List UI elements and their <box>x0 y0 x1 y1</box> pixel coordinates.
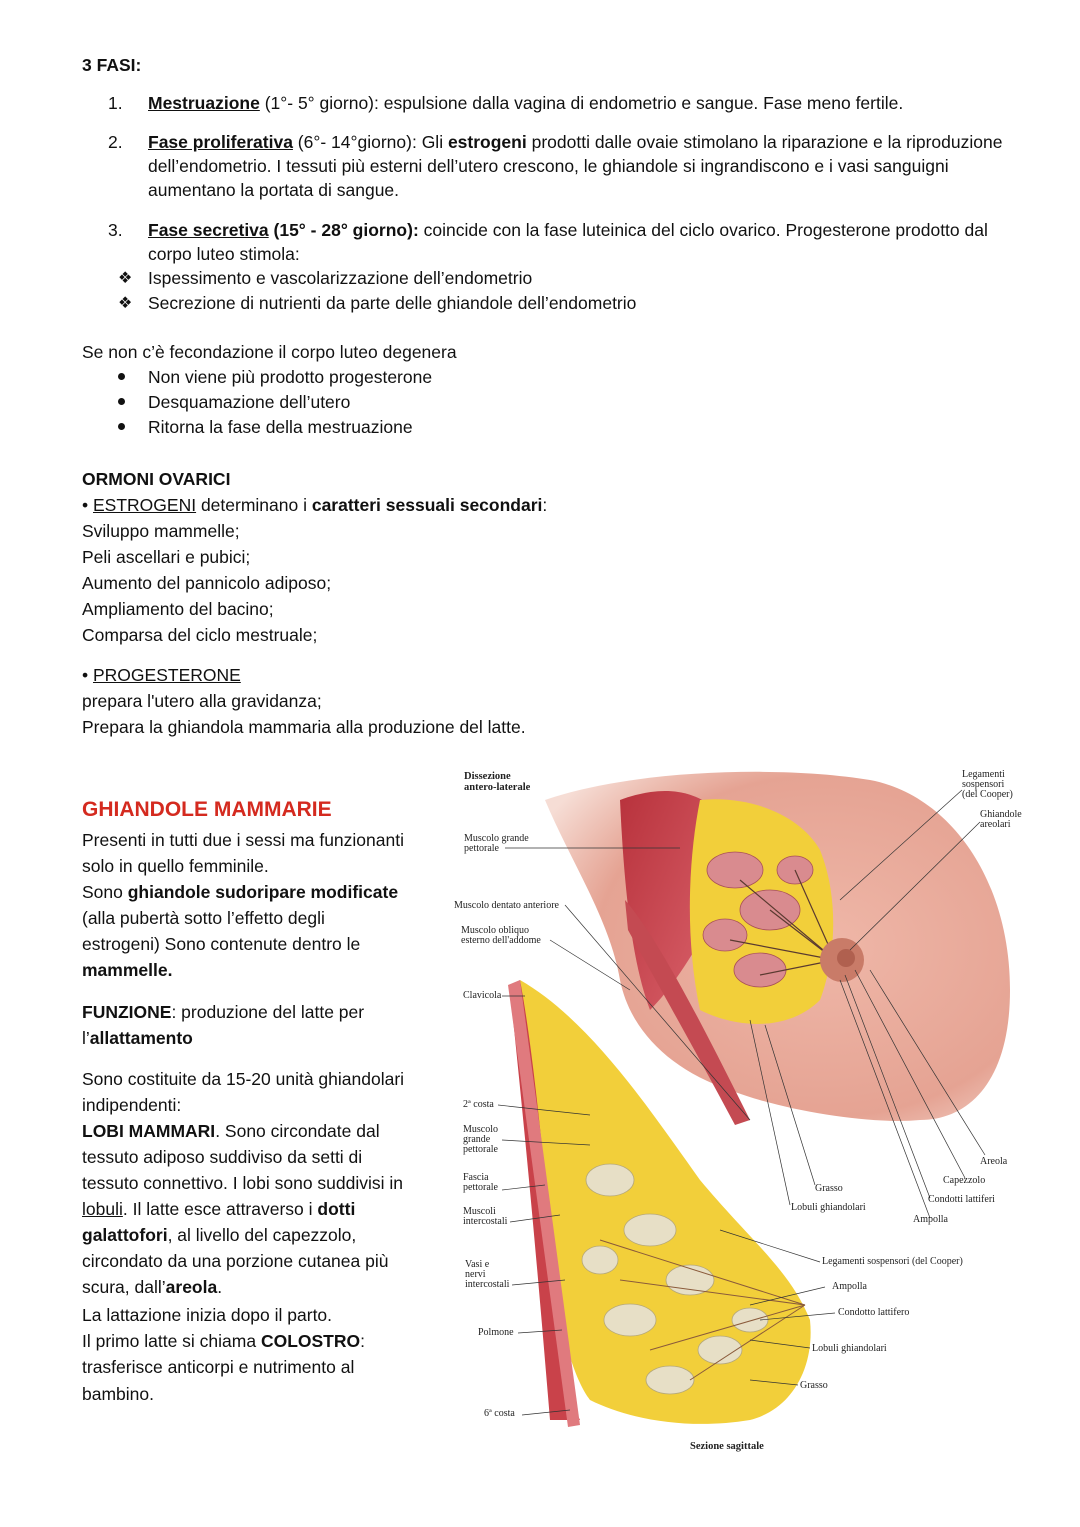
funzione-text: FUNZIONE: produzione del latte per <box>82 1002 365 1022</box>
label-capezzolo: Capezzolo <box>943 1175 986 1186</box>
label-clavicola: Clavicola <box>463 990 502 1001</box>
list-item: Non viene più prodotto progesterone <box>148 367 433 387</box>
sub-item: Ispessimento e vascolarizzazione dell’endometrio <box>148 268 533 288</box>
ghiandole-title: GHIANDOLE MAMMARIE <box>82 798 332 821</box>
lobi-text: Il primo latte si chiama COLOSTRO: <box>82 1331 365 1351</box>
lobi-text: scura, dall’areola. <box>82 1277 223 1297</box>
funzione-text: l’allattamento <box>82 1028 193 1048</box>
label-muscolo-grande-pettorale: pettorale <box>464 843 499 854</box>
label-legamenti: Legamenti <box>962 769 1005 780</box>
estrogeni-item: Aumento del pannicolo adiposo; <box>82 573 332 593</box>
no-fecondazione-intro: Se non c’è fecondazione il corpo luteo degenera <box>82 342 457 362</box>
lobi-text: circondato da una porzione cutanea più <box>82 1251 389 1271</box>
label-muscolo-grande-pettorale: Muscolo grande <box>464 833 529 844</box>
label-fascia: Fascia <box>463 1172 489 1183</box>
fasi-title: 3 FASI: <box>82 55 142 75</box>
illus-caption: Sezione sagittale <box>690 1441 764 1452</box>
term-fase-secretiva: Fase secretiva <box>148 220 269 240</box>
lobi-text: tessuto connettivo. I lobi sono suddivisi in <box>82 1173 404 1193</box>
label-ampolla: Ampolla <box>913 1214 948 1225</box>
label-vasi: nervi <box>465 1269 486 1280</box>
lobi-text: trasferisce anticorpi e nutrimento al <box>82 1357 355 1377</box>
label-condotto-lattifero: Condotto lattifero <box>838 1307 910 1318</box>
label-2-costa: 2ª costa <box>463 1099 494 1110</box>
ormoni-title: ORMONI OVARICI <box>82 469 231 489</box>
label-legamenti-sospensori: Legamenti sospensori (del Cooper) <box>822 1256 963 1267</box>
label-grasso: Grasso <box>815 1183 843 1194</box>
lobi-text: tessuto adiposo suddiviso da setti di <box>82 1147 363 1167</box>
estrogeni-item: Sviluppo mammelle; <box>82 521 240 541</box>
progesterone-item: Prepara la ghiandola mammaria alla produzione del latte. <box>82 717 526 737</box>
label-legamenti: (del Cooper) <box>962 789 1013 800</box>
label-intercostali: Muscoli <box>463 1206 496 1217</box>
lobi-text: galattofori, al livello del capezzolo, <box>82 1225 357 1245</box>
label-areola: Areola <box>980 1156 1008 1167</box>
bullet-icon <box>118 373 125 380</box>
label-intercostali: intercostali <box>463 1216 508 1227</box>
breast-anatomy-drawing <box>450 760 1040 1460</box>
lobi-text: LOBI MAMMARI. Sono circondate dal <box>82 1121 380 1141</box>
fasi-item-3: 3. Fase secretiva (15° - 28° giorno): coincide con la fase luteinica del ciclo ovarico. Progesterone prodotto dal corpo luteo stimola: <box>108 220 988 264</box>
label-ghiandole-areolari: Ghiandole <box>980 809 1022 820</box>
bullet-icon <box>118 423 125 430</box>
label-ghiandole-areolari: areolari <box>980 819 1011 830</box>
illus-title: antero-laterale <box>464 782 531 793</box>
label-muscolo: pettorale <box>463 1144 498 1155</box>
bullet-icon <box>118 398 125 405</box>
label-6-costa: 6ª costa <box>484 1408 515 1419</box>
illus-title: Dissezione <box>464 771 511 782</box>
label-lobuli-ghiandolari: Lobuli ghiandolari <box>812 1343 887 1354</box>
label-fascia: pettorale <box>463 1182 498 1193</box>
label-grasso: Grasso <box>800 1380 828 1391</box>
term-mestruazione: Mestruazione <box>148 93 260 113</box>
diamond-bullet-icon: ❖ <box>118 270 133 287</box>
list-item: Desquamazione dell’utero <box>148 392 351 412</box>
label-obliquo: esterno dell'addome <box>461 935 541 946</box>
label-condotti-lattiferi: Condotti lattiferi <box>928 1194 995 1205</box>
lobi-text: La lattazione inizia dopo il parto. <box>82 1305 333 1325</box>
lobi-text: bambino. <box>82 1384 154 1404</box>
fasi-item-1: 1. Mestruazione (1°- 5° giorno): espulsione dalla vagina di endometrio e sangue. Fase meno fertile. <box>108 93 904 113</box>
diamond-bullet-icon: ❖ <box>118 295 133 312</box>
fasi-item-2: 2. Fase proliferativa (6°- 14°giorno): Gli estrogeni prodotti dalle ovaie stimolano la riparazione e la riproduzione dell’endometrio. I tessuti più esterni dell’utero crescono, le ghiandole si ingrandiscono e i vasi sanguigni aumentano la portata di sangue. <box>108 132 1003 200</box>
ghiandole-text: Presenti in tutti due i sessi ma funzionanti <box>82 830 404 850</box>
progesterone-item: prepara l'utero alla gravidanza; <box>82 691 322 711</box>
ghiandole-text: mammelle. <box>82 960 173 980</box>
lobi-text: lobuli. Il latte esce attraverso i dotti <box>82 1199 356 1219</box>
breast-anatomy-illustration <box>450 760 1040 1460</box>
label-legamenti: sospensori <box>962 779 1005 790</box>
sub-item: Secrezione di nutrienti da parte delle ghiandole dell’endometrio <box>148 293 637 313</box>
lobi-text: indipendenti: <box>82 1095 182 1115</box>
label-muscolo-dentato: Muscolo dentato anteriore <box>454 900 559 911</box>
ghiandole-text: Sono ghiandole sudoripare modificate <box>82 882 399 902</box>
ghiandole-text: (alla pubertà sotto l’effetto degli <box>82 908 325 928</box>
label-polmone: Polmone <box>478 1327 514 1338</box>
estrogeni-item: Ampliamento del bacino; <box>82 599 274 619</box>
lobi-text: Sono costituite da 15-20 unità ghiandolari <box>82 1069 405 1089</box>
progesterone-heading: • PROGESTERONE <box>82 665 241 685</box>
label-muscolo: Muscolo <box>463 1124 498 1135</box>
label-vasi: Vasi e <box>465 1259 490 1270</box>
estrogeni-item: Peli ascellari e pubici; <box>82 547 251 567</box>
ghiandole-text: estrogeni) Sono contenute dentro le <box>82 934 361 954</box>
label-vasi: intercostali <box>465 1279 510 1290</box>
term-fase-proliferativa: Fase proliferativa <box>148 132 293 152</box>
label-obliquo: Muscolo obliquo <box>461 925 530 936</box>
label-ampolla: Ampolla <box>832 1281 867 1292</box>
label-muscolo: grande <box>463 1134 491 1145</box>
estrogeni-item: Comparsa del ciclo mestruale; <box>82 625 318 645</box>
label-lobuli-ghiandolari: Lobuli ghiandolari <box>791 1202 866 1213</box>
estrogeni-heading: • ESTROGENI determinano i caratteri sessuali secondari: <box>82 495 548 515</box>
list-item: Ritorna la fase della mestruazione <box>148 417 413 437</box>
ghiandole-text: solo in quello femminile. <box>82 856 269 876</box>
